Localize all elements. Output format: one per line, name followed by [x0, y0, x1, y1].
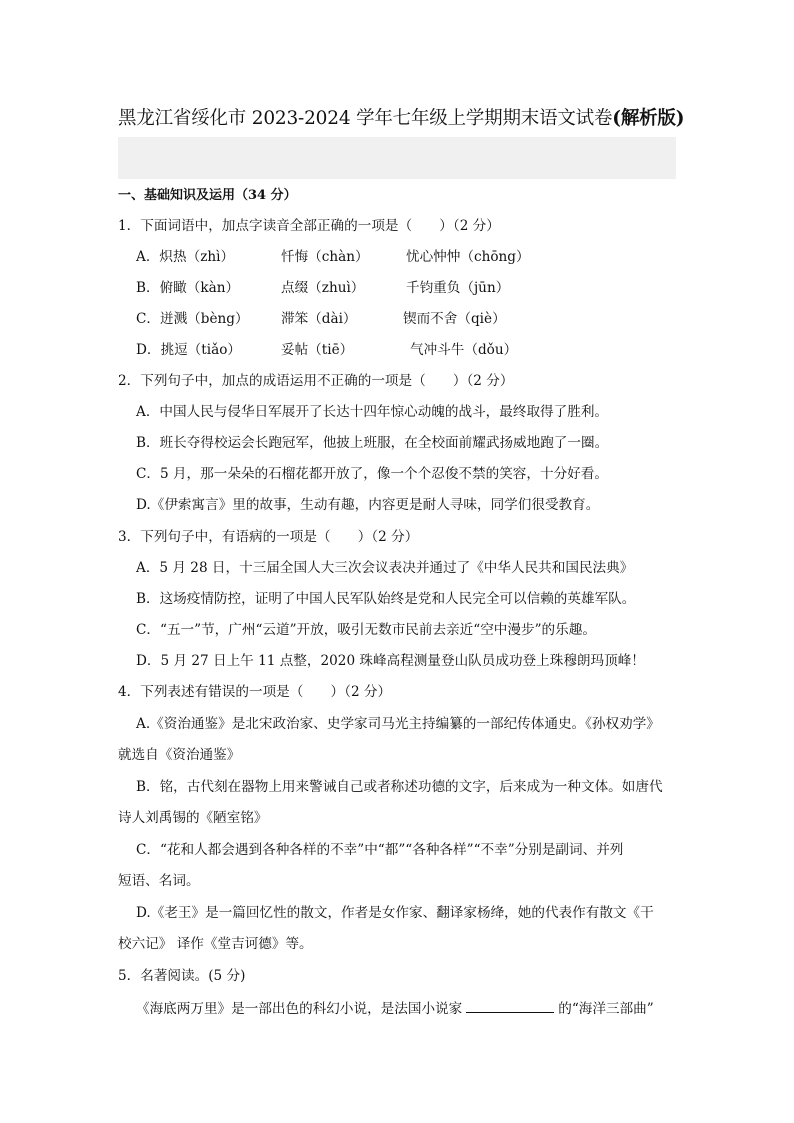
q1-c-2: 滞笨（dài）: [281, 311, 357, 327]
q1-c-3: 锲而不舍（qiè）: [403, 311, 506, 327]
q3-option-d: D．5 月 27 日上午 11 点整，2020 珠峰高程测量登山队员成功登上珠穆朗玛顶峰！: [136, 653, 645, 669]
q2-option-d: D.《伊索寓言》里的故事，生动有趣，内容更是耐人寻味，同学们很受教育。: [136, 497, 600, 513]
q4-option-d-line2: 校六记》 译作《堂吉诃德》等。: [118, 936, 313, 952]
q4-option-a-line1: A.《资治通鉴》是北宋政治家、史学家司马光主持编纂的一部纪传体通史。《孙权劝学》: [136, 716, 660, 732]
q3-option-a: A．5 月 28 日，十三届全国人大三次会议表决并通过了《中华人民共和国民法典》: [136, 560, 634, 576]
q4-option-b-line2: 诗人刘禹锡的《陋室铭》: [118, 810, 268, 826]
q1-b-3: 千钧重负（jūn）: [406, 280, 510, 296]
question-1-stem: 1．下面词语中，加点字读音全部正确的一项是（ ）（2 分）: [118, 218, 500, 234]
q2-option-c: C．5 月，那一朵朵的石榴花都开放了，像一个个忍俊不禁的笑容，十分好看。: [136, 466, 608, 482]
q5-text-line: [136, 998, 654, 1019]
q5-text-before: 《海底两万里》是一部出色的科幻小说，是法国小说家: [136, 1001, 463, 1017]
title-main: 黑龙江省绥化市 2023-2024 学年七年级上学期期末语文试卷: [118, 108, 613, 129]
q1-d-1: D．挑逗（tiǎo）: [136, 342, 241, 358]
q5-text-after: 的“海洋三部曲”: [558, 1001, 654, 1017]
q2-option-b: B．班长夺得校运会长跑冠军，他披上班服，在全校面前耀武扬威地跑了一圈。: [136, 435, 609, 451]
page-title: [118, 104, 718, 130]
section-heading: 一、基础知识及运用（34 分）: [118, 188, 297, 203]
q2-option-a: A．中国人民与侵华日军展开了长达十四年惊心动魄的战斗，最终取得了胜利。: [136, 404, 609, 420]
banner-placeholder: [118, 137, 676, 179]
q1-d-3: 气冲斗牛（dǒu）: [410, 342, 518, 358]
q1-a-1: A．炽热（zhì）: [136, 249, 235, 265]
q4-option-c-line1: C．“花和人都会遇到各种各样的不幸”中“都”“各种各样”“不幸”分别是副词、并列: [136, 842, 624, 858]
q4-option-b-line1: B．铭，古代刻在器物上用来警诫自己或者称述功德的文字，后来成为一种文体。如唐代: [136, 779, 663, 795]
q3-option-c: C．“五一”节，广州“云道”开放，吸引无数市民前去亲近“空中漫步”的乐趣。: [136, 622, 596, 638]
q4-option-c-line2: 短语、名词。: [118, 873, 200, 889]
q1-a-2: 忏悔（chàn）: [281, 249, 369, 265]
q1-b-1: B．俯瞰（kàn）: [136, 280, 240, 296]
q3-option-b: B．这场疫情防控，证明了中国人民军队始终是党和人民完全可以信赖的英雄军队。: [136, 591, 636, 607]
title-suffix: (解析版): [612, 108, 685, 129]
q1-a-3: 忧心忡忡（chōng）: [406, 249, 530, 265]
q1-c-1: C．迸溅（bèng）: [136, 311, 249, 327]
q1-b-2: 点缀（zhuì）: [281, 280, 365, 296]
question-3-stem: 3．下列句子中，有语病的一项是（ ）（2 分）: [118, 529, 419, 545]
answer-blank[interactable]: [466, 998, 554, 1013]
question-5-stem: 5．名著阅读。(5 分): [118, 968, 246, 984]
q4-option-d-line1: D.《老王》是一篇回忆性的散文，作者是女作家、翻译家杨绛，她的代表作有散文《干: [136, 905, 654, 921]
q1-d-2: 妥帖（tiē）: [281, 342, 354, 358]
question-4-stem: 4．下列表述有错误的一项是（ ）（2 分）: [118, 684, 392, 700]
question-2-stem: 2．下列句子中，加点的成语运用不正确的一项是（ ）（2 分）: [118, 373, 514, 389]
q4-option-a-line2: 就选自《资治通鉴》: [118, 747, 241, 763]
